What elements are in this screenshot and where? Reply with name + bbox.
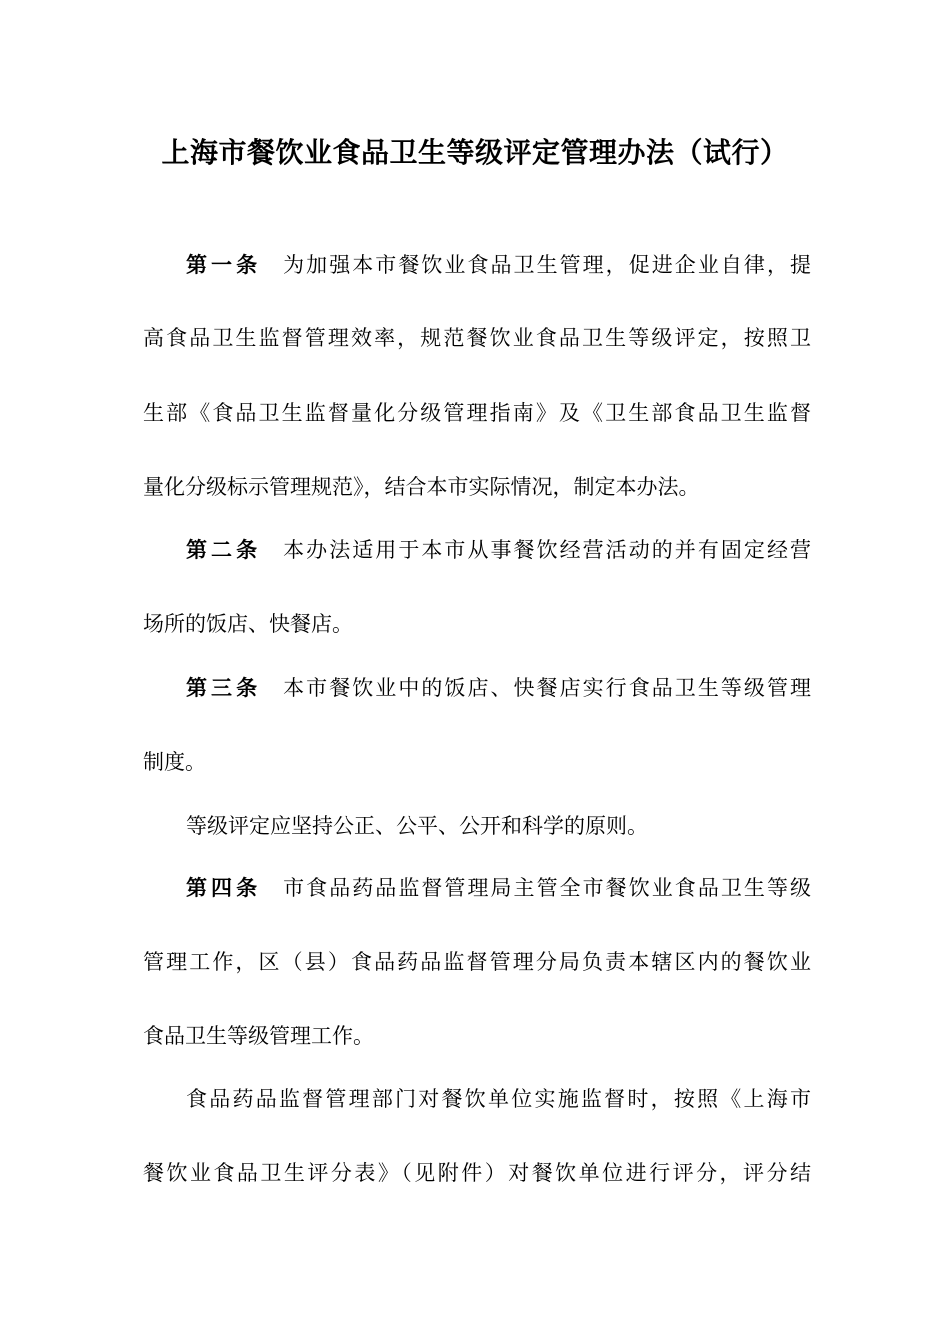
article-1-line-2 — [143, 320, 811, 356]
article-1-line-1 — [186, 247, 811, 283]
paragraph-text: 管理工作，区（县）食品药品监督管理分局负责本辖区内的餐饮业 — [143, 950, 811, 974]
paragraph-text: 本市餐饮业中的饭店、快餐店实行食品卫生等级管理 — [283, 676, 812, 700]
article-4-line-3 — [143, 1018, 811, 1054]
article-4-paragraph-2-line-2 — [143, 1155, 811, 1191]
article-number: 第四条 — [186, 876, 262, 900]
article-3-paragraph-2 — [186, 808, 811, 844]
paragraph-text: 本办法适用于本市从事餐饮经营活动的并有固定经营 — [283, 538, 812, 562]
article-4-line-1 — [186, 870, 811, 906]
paragraph-text: 食品药品监督管理部门对餐饮单位实施监督时，按照《上海市 — [186, 1087, 811, 1111]
article-1-line-3 — [143, 395, 811, 431]
paragraph-text: 食品卫生等级管理工作。 — [143, 1024, 374, 1048]
paragraph-text: 等级评定应坚持公正、公平、公开和科学的原则。 — [186, 814, 648, 838]
paragraph-text: 高食品卫生监督管理效率，规范餐饮业食品卫生等级评定，按照卫 — [143, 326, 811, 350]
article-1-line-4 — [143, 469, 811, 505]
article-3-line-2 — [143, 744, 811, 780]
paragraph-text: 制度。 — [143, 750, 206, 774]
article-number: 第三条 — [186, 676, 262, 700]
paragraph-text: 量化分级标示管理规范》，结合本市实际情况，制定本办法。 — [143, 475, 700, 499]
paragraph-text: 市食品药品监督管理局主管全市餐饮业食品卫生等级 — [283, 876, 812, 900]
document-title: 上海市餐饮业食品卫生等级评定管理办法（试行） — [161, 136, 789, 169]
article-number: 第一条 — [186, 253, 262, 277]
article-number: 第二条 — [186, 538, 262, 562]
paragraph-text: 为加强本市餐饮业食品卫生管理，促进企业自律，提 — [283, 253, 812, 277]
paragraph-text: 场所的饭店、快餐店。 — [143, 612, 353, 636]
article-2-line-2 — [143, 606, 811, 642]
article-4-line-2 — [143, 944, 811, 980]
paragraph-text: 餐饮业食品卫生评分表》（见附件）对餐饮单位进行评分，评分结 — [143, 1161, 811, 1185]
article-2-line-1 — [186, 532, 811, 568]
article-4-paragraph-2-line-1 — [186, 1081, 811, 1117]
article-3-line-1 — [186, 670, 811, 706]
paragraph-text: 生部《食品卫生监督量化分级管理指南》及《卫生部食品卫生监督 — [143, 401, 811, 425]
